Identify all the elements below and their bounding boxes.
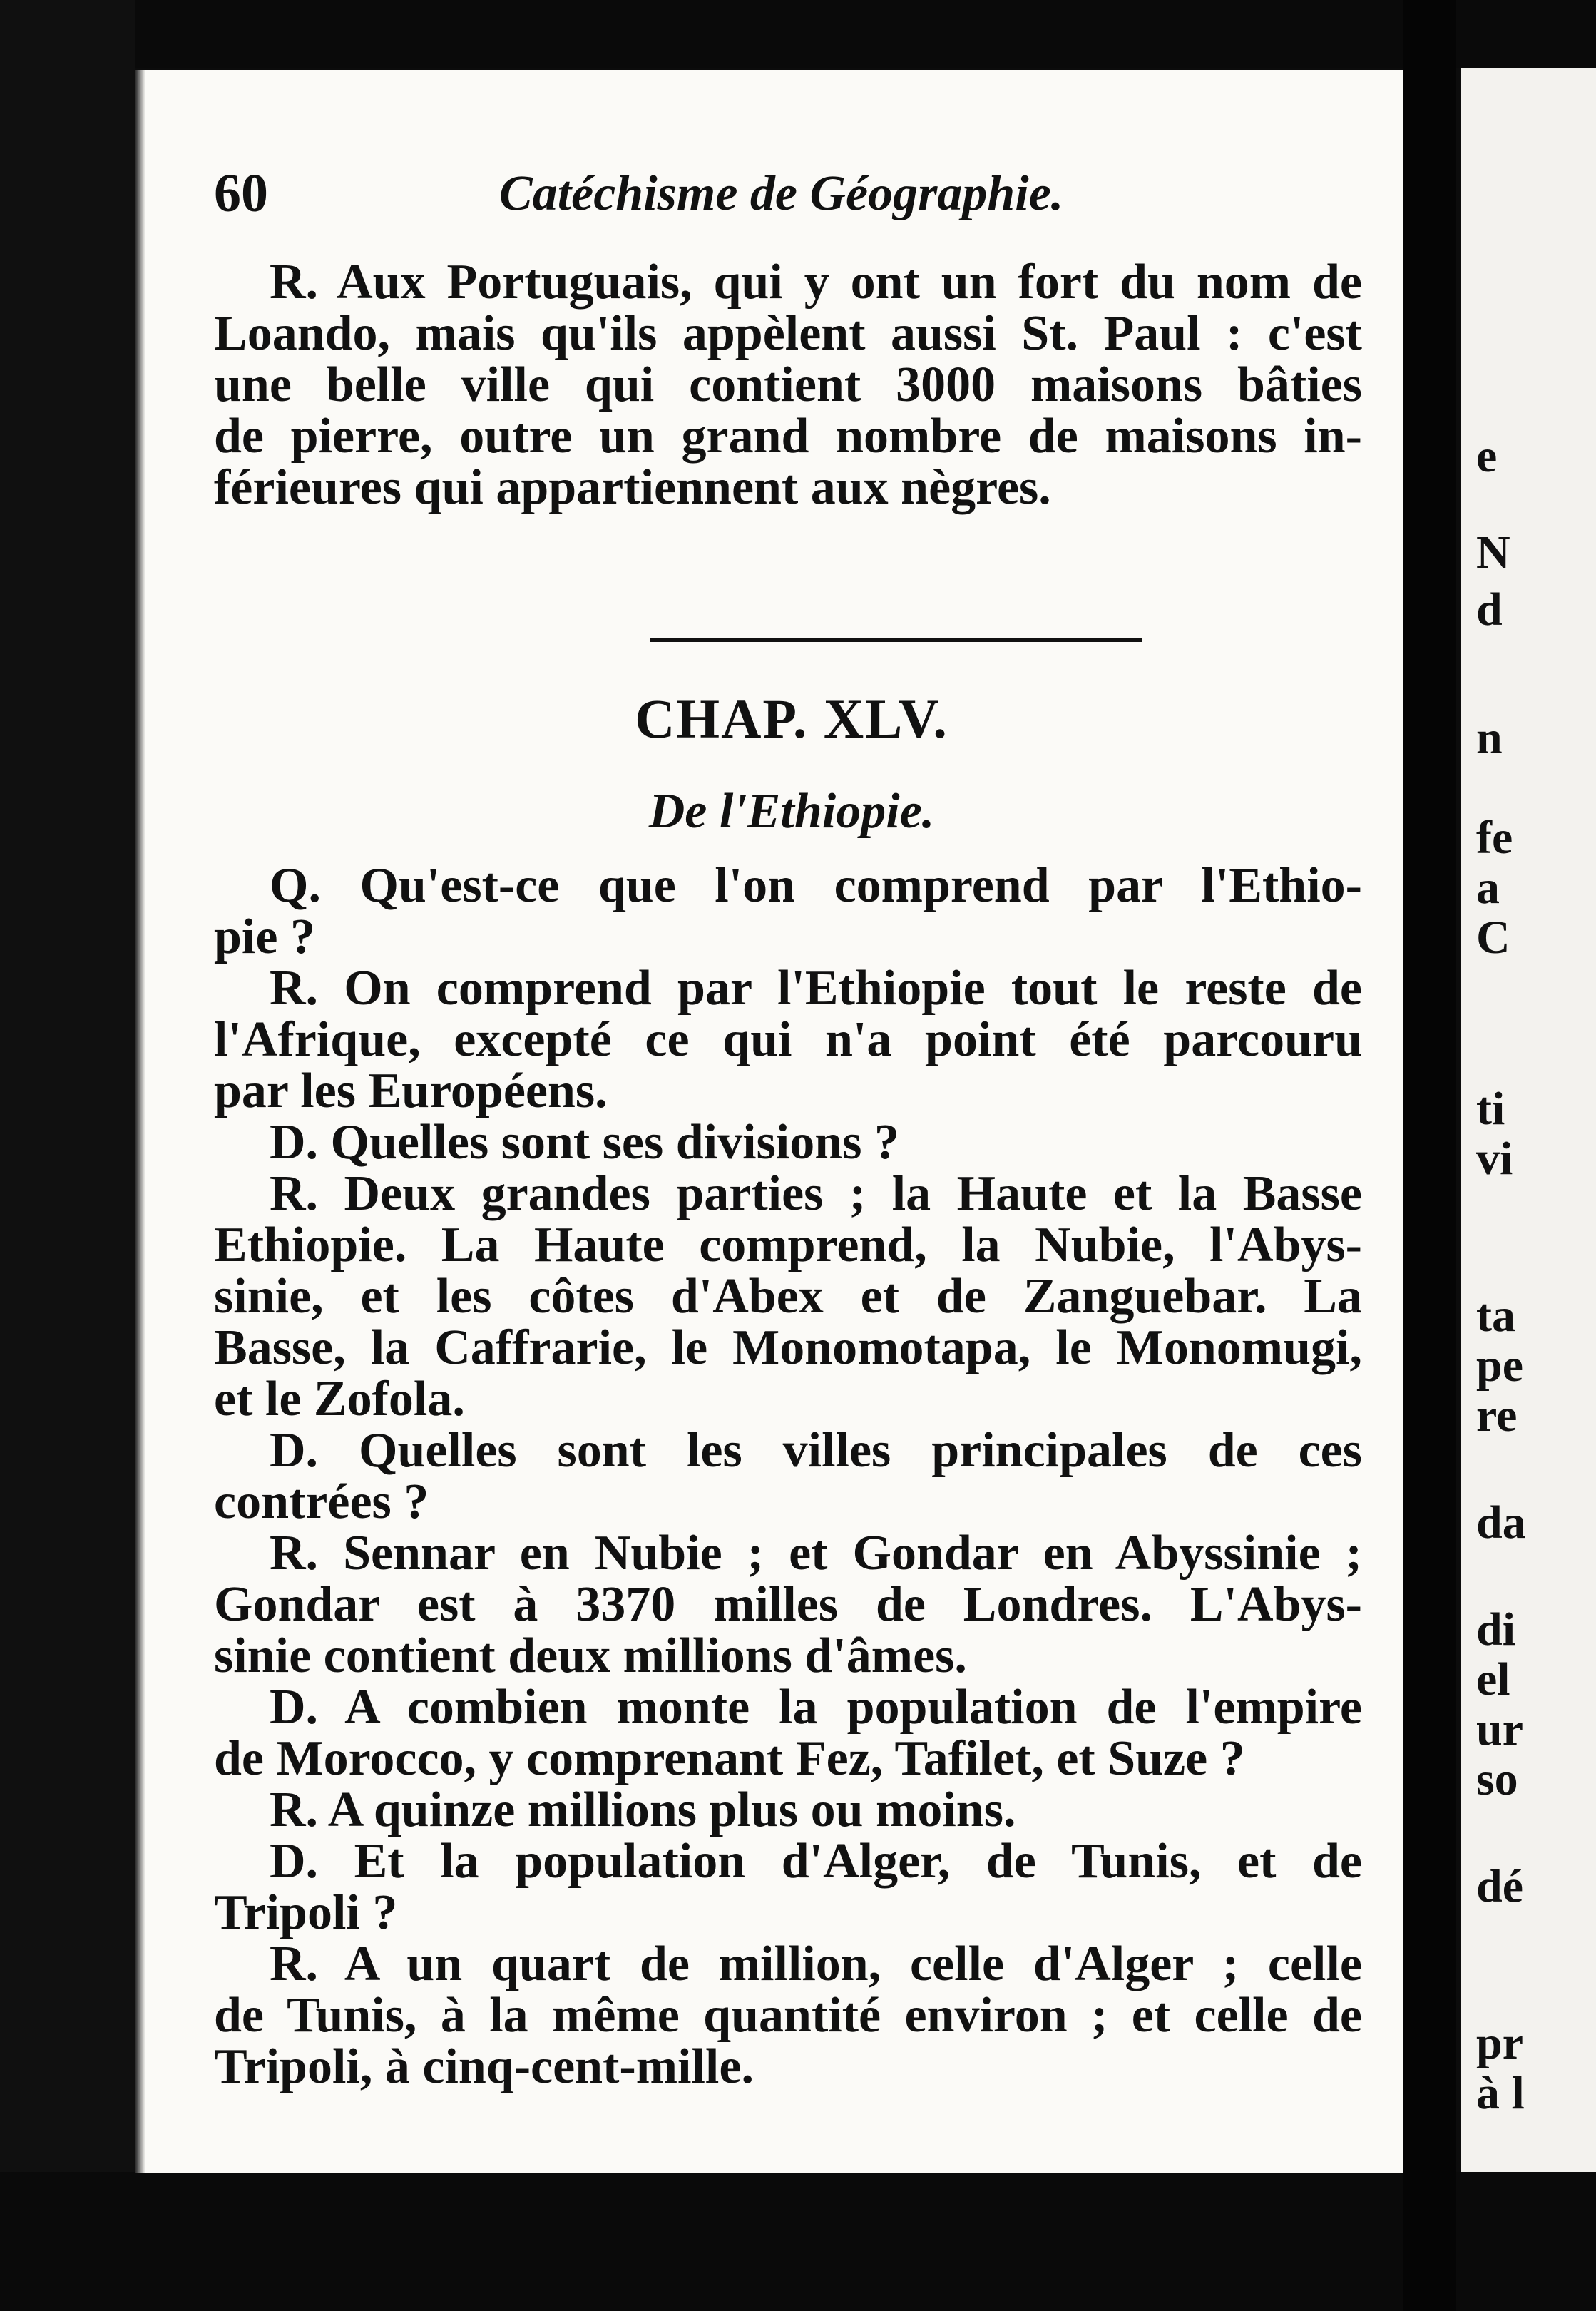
qa-entry xyxy=(214,1117,1362,1168)
section-divider xyxy=(650,638,1142,642)
qa-entry xyxy=(214,1168,1362,1425)
text-line: de pierre, outre un grand nombre de maisons in- xyxy=(214,409,1362,464)
text-line: R. Deux grandes parties ; la Haute et la Basse xyxy=(270,1166,1362,1221)
adjacent-page-fragment: di xyxy=(1476,1603,1516,1656)
chapter-heading: CHAP. XLV. xyxy=(635,688,948,750)
text-line: de Tunis, à la même quantité environ ; et celle de xyxy=(214,1988,1362,2043)
text-line: férieures qui appartiennent aux nègres. xyxy=(214,460,1051,515)
adjacent-page-fragment: d xyxy=(1476,583,1503,636)
text-line: contrées ? xyxy=(214,1474,429,1529)
text-line: R. Sennar en Nubie ; et Gondar en Abyssinie ; xyxy=(270,1526,1362,1581)
scan-border-top xyxy=(0,0,1596,68)
adjacent-page-fragment: N xyxy=(1476,526,1510,578)
adjacent-page xyxy=(1461,68,1596,2172)
running-title: Catéchisme de Géographie. xyxy=(499,166,1064,221)
text-line: D. Quelles sont ses divisions ? xyxy=(270,1115,899,1170)
chapter-subtitle: De l'Ethiopie. xyxy=(648,784,935,839)
scan-border-left xyxy=(0,0,135,2311)
text-line: une belle ville qui contient 3000 maisons bâties xyxy=(214,357,1362,412)
page-number: 60 xyxy=(214,163,268,223)
text-line: Tripoli ? xyxy=(214,1885,398,1940)
text-line: sinie contient deux millions d'âmes. xyxy=(214,1628,967,1683)
adjacent-page-fragment: fe xyxy=(1476,812,1513,864)
text-line: de Morocco, y comprenant Fez, Tafilet, et Suze ? xyxy=(214,1731,1245,1786)
qa-entry xyxy=(214,860,1362,963)
qa-entry xyxy=(214,1836,1362,1939)
text-line: D. Quelles sont les villes principales de ces xyxy=(270,1423,1362,1478)
page-header xyxy=(214,155,1219,234)
text-line: par les Européens. xyxy=(214,1063,608,1118)
qa-entry xyxy=(214,1782,1362,1837)
qa-entry xyxy=(214,963,1362,1117)
qa-entry xyxy=(214,1682,1362,1785)
adjacent-page-fragment: ur xyxy=(1476,1703,1523,1755)
adjacent-page-fragment: so xyxy=(1476,1753,1518,1805)
text-line: D. A combien monte la population de l'empire xyxy=(270,1680,1362,1735)
scan-border-bottom xyxy=(0,2172,1596,2311)
text-line: R. A quinze millions plus ou moins. xyxy=(270,1782,1016,1837)
adjacent-page-fragment: n xyxy=(1476,712,1503,764)
text-line: Q. Qu'est-ce que l'on comprend par l'Ethio- xyxy=(270,858,1362,913)
text-line: R. On comprend par l'Ethiopie tout le reste de xyxy=(270,961,1362,1016)
text-line: Basse, la Caffrarie, le Monomotapa, le Monomugi, xyxy=(214,1320,1362,1375)
qa-entry xyxy=(214,1939,1362,2093)
text-line: l'Afrique, excepté ce qui n'a point été parcouru xyxy=(214,1012,1362,1067)
adjacent-page-fragment: da xyxy=(1476,1496,1526,1549)
text-line: Ethiopie. La Haute comprend, la Nubie, l'Abys- xyxy=(214,1218,1362,1272)
text-line: Tripoli, à cinq-cent-mille. xyxy=(214,2039,754,2094)
adjacent-page-fragment: a xyxy=(1476,862,1500,914)
adjacent-page-fragment: ti xyxy=(1476,1083,1505,1135)
adjacent-page-fragment: pe xyxy=(1476,1340,1523,1392)
text-line: et le Zofola. xyxy=(214,1372,465,1427)
adjacent-page-fragment: dé xyxy=(1476,1860,1523,1912)
answer-paragraph xyxy=(214,257,1362,514)
question-answer-list xyxy=(214,860,1362,2093)
text-line: sinie, et les côtes d'Abex et de Zanguebar. La xyxy=(214,1269,1362,1324)
adjacent-page-fragment: re xyxy=(1476,1389,1518,1442)
book-page xyxy=(135,70,1403,2173)
adjacent-page-fragment: vi xyxy=(1476,1133,1513,1185)
book-gutter xyxy=(1403,0,1456,2311)
adjacent-page-fragment: pr xyxy=(1476,2017,1523,2069)
intro-answer xyxy=(214,257,1362,514)
adjacent-page-fragment: ta xyxy=(1476,1290,1515,1342)
text-line: Gondar est à 3370 milles de Londres. L'Abys- xyxy=(214,1577,1362,1632)
qa-entry xyxy=(214,1425,1362,1528)
text-line: R. Aux Portuguais, qui y ont un fort du nom de xyxy=(270,255,1362,310)
adjacent-page-fragment: el xyxy=(1476,1653,1510,1705)
adjacent-page-fragment: C xyxy=(1476,912,1510,964)
adjacent-page-fragment: e xyxy=(1476,430,1498,482)
adjacent-page-fragment: à l xyxy=(1476,2067,1525,2119)
text-line: D. Et la population d'Alger, de Tunis, et de xyxy=(270,1834,1362,1889)
qa-entry xyxy=(214,1528,1362,1682)
text-line: Loando, mais qu'ils appèlent aussi St. Paul : c'est xyxy=(214,306,1362,361)
text-line: pie ? xyxy=(214,909,315,964)
text-line: R. A un quart de million, celle d'Alger ; celle xyxy=(270,1937,1362,1991)
